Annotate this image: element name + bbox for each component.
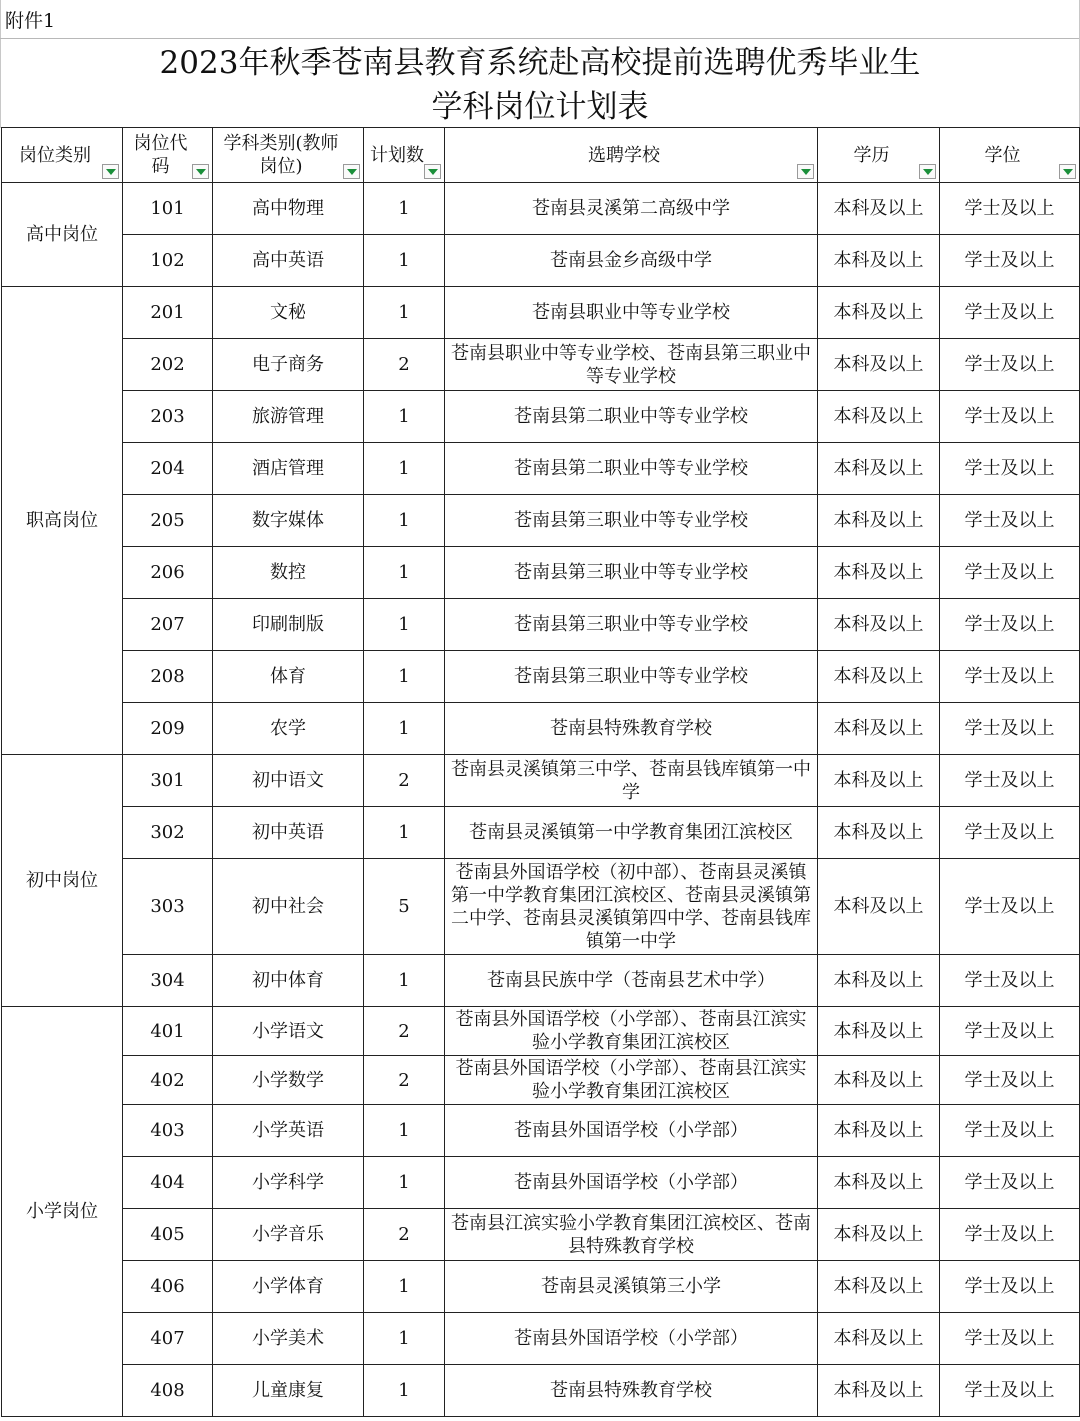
school-cell: 苍南县第二职业中等专业学校 — [445, 443, 818, 495]
count-cell: 1 — [364, 443, 445, 495]
subject-cell: 文秘 — [213, 287, 364, 339]
table-row — [2, 755, 1080, 807]
count-cell: 1 — [364, 807, 445, 859]
subject-cell: 数控 — [213, 547, 364, 599]
degree-cell: 学士及以上 — [940, 391, 1080, 443]
count-cell: 2 — [364, 1007, 445, 1056]
code-cell: 205 — [123, 495, 213, 547]
education-cell: 本科及以上 — [818, 235, 940, 287]
subject-cell: 初中语文 — [213, 755, 364, 807]
subject-cell: 高中英语 — [213, 235, 364, 287]
table-row — [2, 1105, 1080, 1157]
degree-cell: 学士及以上 — [940, 1365, 1080, 1417]
subject-cell: 体育 — [213, 651, 364, 703]
table-row — [2, 599, 1080, 651]
school-cell: 苍南县第三职业中等专业学校 — [445, 651, 818, 703]
degree-cell: 学士及以上 — [940, 1056, 1080, 1105]
subject-cell: 儿童康复 — [213, 1365, 364, 1417]
filter-dropdown-icon[interactable] — [424, 164, 441, 179]
code-cell: 405 — [123, 1209, 213, 1261]
count-cell: 1 — [364, 599, 445, 651]
school-cell: 苍南县特殊教育学校 — [445, 703, 818, 755]
education-cell: 本科及以上 — [818, 1157, 940, 1209]
code-cell: 209 — [123, 703, 213, 755]
code-cell: 304 — [123, 955, 213, 1007]
subject-cell: 初中英语 — [213, 807, 364, 859]
degree-cell: 学士及以上 — [940, 1105, 1080, 1157]
education-cell: 本科及以上 — [818, 183, 940, 235]
school-cell: 苍南县金乡高级中学 — [445, 235, 818, 287]
degree-cell: 学士及以上 — [940, 1157, 1080, 1209]
code-cell: 102 — [123, 235, 213, 287]
subject-cell: 旅游管理 — [213, 391, 364, 443]
education-cell: 本科及以上 — [818, 443, 940, 495]
education-cell: 本科及以上 — [818, 495, 940, 547]
table-row — [2, 443, 1080, 495]
school-cell: 苍南县江滨实验小学教育集团江滨校区、苍南县特殊教育学校 — [445, 1209, 818, 1261]
education-cell: 本科及以上 — [818, 807, 940, 859]
table-row — [2, 391, 1080, 443]
code-cell: 403 — [123, 1105, 213, 1157]
subject-cell: 小学音乐 — [213, 1209, 364, 1261]
table-row — [2, 287, 1080, 339]
table-row — [2, 339, 1080, 391]
table-row — [2, 955, 1080, 1007]
school-cell: 苍南县第三职业中等专业学校 — [445, 599, 818, 651]
degree-cell: 学士及以上 — [940, 1313, 1080, 1365]
header-school — [445, 128, 818, 183]
code-cell: 202 — [123, 339, 213, 391]
degree-cell: 学士及以上 — [940, 443, 1080, 495]
category-cell: 职高岗位 — [2, 287, 123, 755]
degree-cell: 学士及以上 — [940, 183, 1080, 235]
count-cell: 2 — [364, 339, 445, 391]
page-subtitle: 学科岗位计划表 — [431, 89, 649, 125]
header-degree — [940, 128, 1080, 183]
header-education-label: 学历 — [853, 144, 890, 166]
count-cell: 1 — [364, 1105, 445, 1157]
degree-cell: 学士及以上 — [940, 1261, 1080, 1313]
subject-cell: 小学体育 — [213, 1261, 364, 1313]
header-education — [818, 128, 940, 183]
count-cell: 1 — [364, 955, 445, 1007]
header-degree-label: 学位 — [984, 144, 1021, 166]
count-cell: 2 — [364, 1209, 445, 1261]
table-row — [2, 859, 1080, 955]
count-cell: 1 — [364, 547, 445, 599]
table-row — [2, 1209, 1080, 1261]
code-cell: 201 — [123, 287, 213, 339]
header-school-label: 选聘学校 — [588, 144, 660, 166]
code-cell: 401 — [123, 1007, 213, 1056]
subject-cell: 电子商务 — [213, 339, 364, 391]
degree-cell: 学士及以上 — [940, 547, 1080, 599]
code-cell: 203 — [123, 391, 213, 443]
education-cell: 本科及以上 — [818, 859, 940, 955]
education-cell: 本科及以上 — [818, 391, 940, 443]
table-row — [2, 183, 1080, 235]
school-cell: 苍南县灵溪镇第三中学、苍南县钱库镇第一中学 — [445, 755, 818, 807]
school-cell: 苍南县外国语学校（小学部） — [445, 1105, 818, 1157]
table-row — [2, 1261, 1080, 1313]
count-cell: 5 — [364, 859, 445, 955]
degree-cell: 学士及以上 — [940, 859, 1080, 955]
header-category — [2, 128, 123, 183]
code-cell: 204 — [123, 443, 213, 495]
degree-cell: 学士及以上 — [940, 339, 1080, 391]
table-row — [2, 495, 1080, 547]
code-cell: 302 — [123, 807, 213, 859]
degree-cell: 学士及以上 — [940, 1007, 1080, 1056]
filter-dropdown-icon[interactable] — [1059, 164, 1076, 179]
degree-cell: 学士及以上 — [940, 1209, 1080, 1261]
degree-cell: 学士及以上 — [940, 287, 1080, 339]
education-cell: 本科及以上 — [818, 1209, 940, 1261]
table-row — [2, 1157, 1080, 1209]
education-cell: 本科及以上 — [818, 1365, 940, 1417]
category-cell: 小学岗位 — [2, 1007, 123, 1417]
education-cell: 本科及以上 — [818, 547, 940, 599]
header-code — [123, 128, 213, 183]
count-cell: 1 — [364, 391, 445, 443]
code-cell: 407 — [123, 1313, 213, 1365]
school-cell: 苍南县第二职业中等专业学校 — [445, 391, 818, 443]
filter-dropdown-icon[interactable] — [102, 164, 119, 179]
subject-cell: 小学美术 — [213, 1313, 364, 1365]
code-cell: 402 — [123, 1056, 213, 1105]
count-cell: 1 — [364, 287, 445, 339]
table-row — [2, 651, 1080, 703]
school-cell: 苍南县第三职业中等专业学校 — [445, 495, 818, 547]
count-cell: 2 — [364, 1056, 445, 1105]
subject-cell: 小学科学 — [213, 1157, 364, 1209]
header-row — [2, 128, 1080, 183]
code-cell: 101 — [123, 183, 213, 235]
code-cell: 303 — [123, 859, 213, 955]
count-cell: 1 — [364, 1365, 445, 1417]
table-row — [2, 1313, 1080, 1365]
education-cell: 本科及以上 — [818, 287, 940, 339]
table-row — [2, 547, 1080, 599]
school-cell: 苍南县灵溪镇第一中学教育集团江滨校区 — [445, 807, 818, 859]
school-cell: 苍南县外国语学校（小学部）、苍南县江滨实验小学教育集团江滨校区 — [445, 1056, 818, 1105]
count-cell: 1 — [364, 703, 445, 755]
code-cell: 206 — [123, 547, 213, 599]
education-cell: 本科及以上 — [818, 1007, 940, 1056]
count-cell: 1 — [364, 651, 445, 703]
filter-dropdown-icon[interactable] — [192, 164, 209, 179]
degree-cell: 学士及以上 — [940, 755, 1080, 807]
school-cell: 苍南县外国语学校（小学部） — [445, 1313, 818, 1365]
page-title: 2023年秋季苍南县教育系统赴高校提前选聘优秀毕业生 — [159, 45, 921, 81]
education-cell: 本科及以上 — [818, 1105, 940, 1157]
school-cell: 苍南县灵溪第二高级中学 — [445, 183, 818, 235]
code-cell: 406 — [123, 1261, 213, 1313]
degree-cell: 学士及以上 — [940, 807, 1080, 859]
subject-cell: 小学数学 — [213, 1056, 364, 1105]
count-cell: 2 — [364, 755, 445, 807]
category-cell: 高中岗位 — [2, 183, 123, 287]
subject-cell: 印刷制版 — [213, 599, 364, 651]
table-row — [2, 1007, 1080, 1056]
subject-cell: 数字媒体 — [213, 495, 364, 547]
count-cell: 1 — [364, 183, 445, 235]
table-row — [2, 1365, 1080, 1417]
education-cell: 本科及以上 — [818, 703, 940, 755]
education-cell: 本科及以上 — [818, 755, 940, 807]
attachment-label: 附件1 — [5, 10, 56, 32]
subject-cell: 高中物理 — [213, 183, 364, 235]
degree-cell: 学士及以上 — [940, 651, 1080, 703]
subject-cell: 初中社会 — [213, 859, 364, 955]
degree-cell: 学士及以上 — [940, 235, 1080, 287]
education-cell: 本科及以上 — [818, 1056, 940, 1105]
table-row — [2, 235, 1080, 287]
school-cell: 苍南县职业中等专业学校、苍南县第三职业中等专业学校 — [445, 339, 818, 391]
table-row — [2, 807, 1080, 859]
school-cell: 苍南县灵溪镇第三小学 — [445, 1261, 818, 1313]
school-cell: 苍南县特殊教育学校 — [445, 1365, 818, 1417]
header-count-label: 计划数 — [370, 144, 424, 166]
education-cell: 本科及以上 — [818, 1261, 940, 1313]
school-cell: 苍南县第三职业中等专业学校 — [445, 547, 818, 599]
count-cell: 1 — [364, 1261, 445, 1313]
subject-cell: 农学 — [213, 703, 364, 755]
subject-cell: 小学语文 — [213, 1007, 364, 1056]
education-cell: 本科及以上 — [818, 955, 940, 1007]
education-cell: 本科及以上 — [818, 651, 940, 703]
header-subject-label: 学科类别(教师岗位) — [223, 133, 339, 177]
education-cell: 本科及以上 — [818, 339, 940, 391]
count-cell: 1 — [364, 495, 445, 547]
filter-dropdown-icon[interactable] — [343, 164, 360, 179]
header-code-label: 岗位代码 — [133, 133, 188, 177]
table-row — [2, 1056, 1080, 1105]
filter-dropdown-icon[interactable] — [919, 164, 936, 179]
education-cell: 本科及以上 — [818, 599, 940, 651]
degree-cell: 学士及以上 — [940, 703, 1080, 755]
code-cell: 404 — [123, 1157, 213, 1209]
school-cell: 苍南县外国语学校（小学部） — [445, 1157, 818, 1209]
school-cell: 苍南县职业中等专业学校 — [445, 287, 818, 339]
school-cell: 苍南县外国语学校（小学部）、苍南县江滨实验小学教育集团江滨校区 — [445, 1007, 818, 1056]
header-category-label: 岗位类别 — [19, 144, 91, 166]
plan-table — [1, 127, 1080, 1417]
school-cell: 苍南县外国语学校（初中部）、苍南县灵溪镇第一中学教育集团江滨校区、苍南县灵溪镇第二中学、苍南县灵溪镇第四中学、苍南县钱库镇第一中学 — [445, 859, 818, 955]
subject-cell: 小学英语 — [213, 1105, 364, 1157]
cell-divider — [0, 38, 1079, 39]
header-count — [364, 128, 445, 183]
subject-cell: 初中体育 — [213, 955, 364, 1007]
table-row — [2, 703, 1080, 755]
filter-dropdown-icon[interactable] — [797, 164, 814, 179]
degree-cell: 学士及以上 — [940, 495, 1080, 547]
code-cell: 301 — [123, 755, 213, 807]
count-cell: 1 — [364, 1157, 445, 1209]
degree-cell: 学士及以上 — [940, 955, 1080, 1007]
code-cell: 207 — [123, 599, 213, 651]
code-cell: 408 — [123, 1365, 213, 1417]
degree-cell: 学士及以上 — [940, 599, 1080, 651]
education-cell: 本科及以上 — [818, 1313, 940, 1365]
header-subject — [213, 128, 364, 183]
school-cell: 苍南县民族中学（苍南县艺术中学） — [445, 955, 818, 1007]
subject-cell: 酒店管理 — [213, 443, 364, 495]
count-cell: 1 — [364, 1313, 445, 1365]
code-cell: 208 — [123, 651, 213, 703]
category-cell: 初中岗位 — [2, 755, 123, 1007]
count-cell: 1 — [364, 235, 445, 287]
